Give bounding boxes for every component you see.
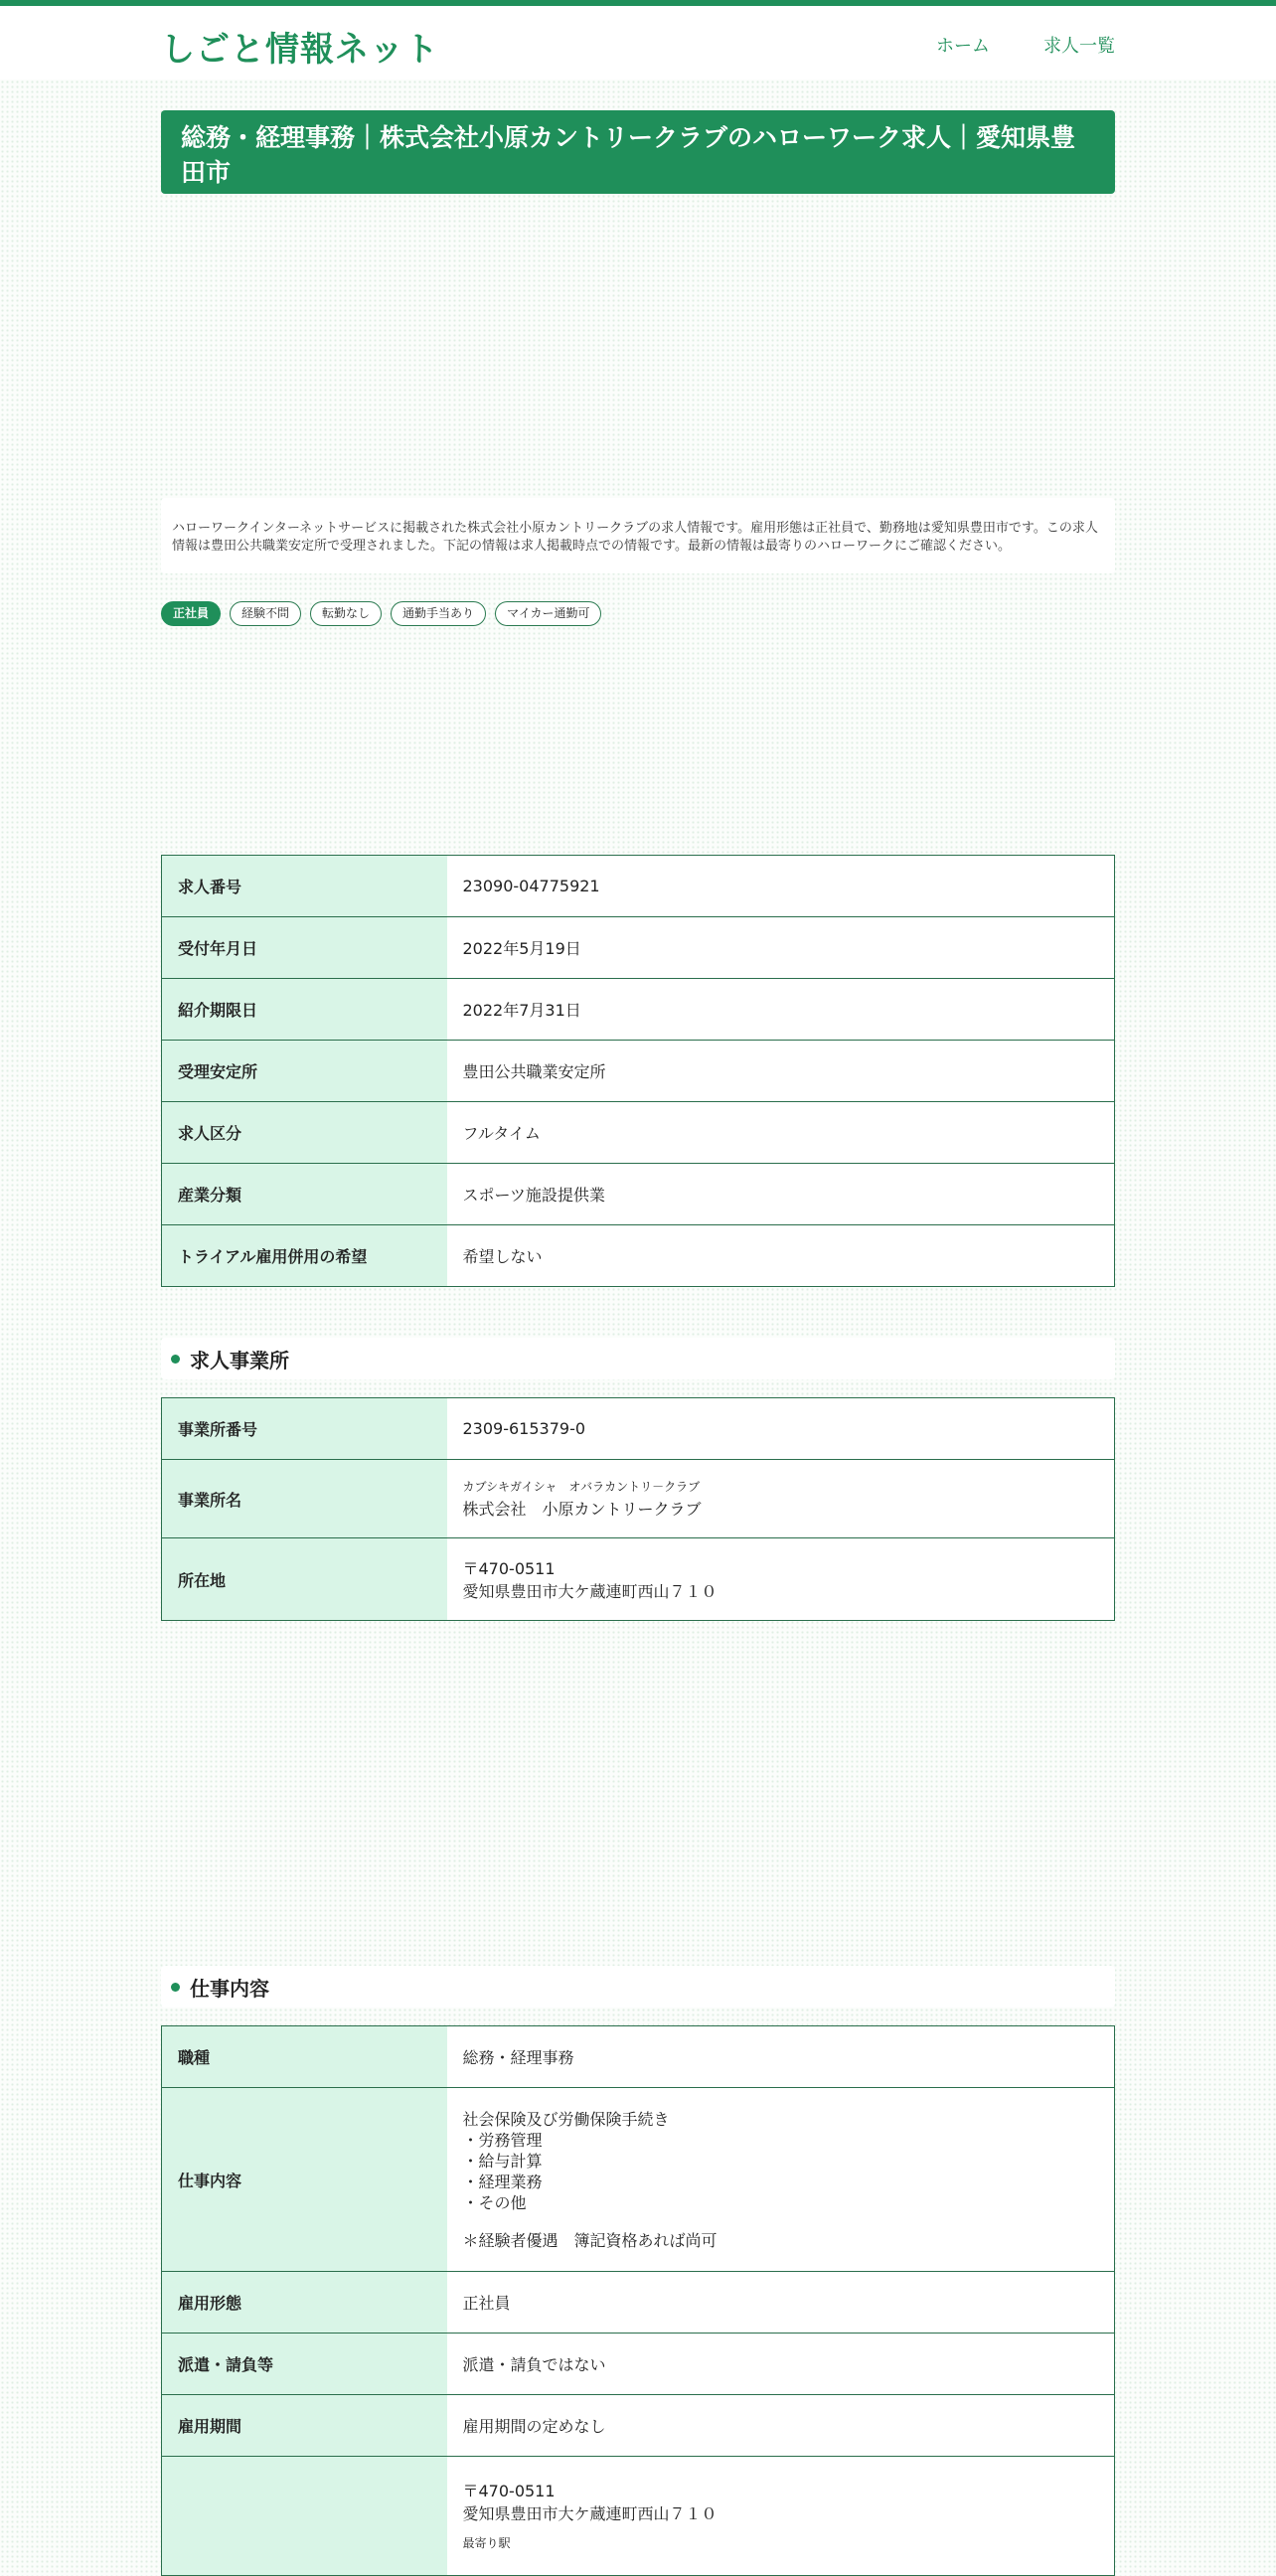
employer-section-heading [161,1338,1115,1379]
row-label: 求人番号 [162,856,447,917]
content-note: ＊経験者優遇 簿記資格あれば尚可 [462,2230,718,2250]
tag-list [161,601,1115,626]
workplace-cell [447,2457,1115,2576]
table-row [162,2395,1115,2457]
row-label: 紹介期限日 [162,979,447,1041]
job-description-summary: ハローワークインターネットサービスに掲載された株式会社小原カントリークラブの求人情報です。雇用形態は正社員で、勤務地は愛知県豊田市です。この求人情報は豊田公共職業安定所で受理されました。下記の情報は求人掲載時点での情報です。最新の情報は最寄りのハローワークにご確認ください。 [161,498,1115,573]
employer-section [161,1397,1115,1621]
row-label: 派遣・請負等 [162,2334,447,2395]
table-row [162,1102,1115,1164]
row-value: フルタイム [447,1102,1115,1164]
bullet-dot-icon [171,1355,180,1364]
table-row [162,2088,1115,2272]
row-value: 2022年5月19日 [447,917,1115,979]
job-content-cell [447,2088,1115,2272]
row-label: 求人区分 [162,1102,447,1164]
nav-job-list-link[interactable]: 求人一覧 [1043,36,1115,57]
row-label: 受付年月日 [162,917,447,979]
address-cell [447,1538,1115,1621]
office-number: 2309-615379-0 [447,1398,1115,1460]
table-row [162,917,1115,979]
basic-info-section [161,855,1115,1287]
dispatch: 派遣・請負ではない [447,2334,1115,2395]
bullet-dot-icon [171,1983,180,1992]
table-row [162,2026,1115,2088]
content-line: 社会保険及び労働保険手続き [462,2109,670,2129]
job-section [161,2025,1115,2576]
site-logo[interactable]: しごと情報ネット [161,30,439,70]
occupation: 総務・経理事務 [447,2026,1115,2088]
row-label: 仕事内容 [162,2088,447,2272]
table-row [162,2334,1115,2395]
job-section-heading [161,1966,1115,2008]
tag-experience: 経験不問 [230,601,301,626]
table-row [162,2272,1115,2334]
content-line: ・給与計算 [462,2151,543,2171]
site-header [0,6,1276,80]
section-heading-text: 求人事業所 [190,1348,289,1372]
nearest-station-label: 最寄り駅 [462,2536,511,2550]
employer-table [161,1397,1115,1621]
employment-period: 雇用期間の定めなし [447,2395,1115,2457]
office-name: 株式会社 小原カントリークラブ [462,1500,702,1519]
table-row [162,1538,1115,1621]
table-row [162,2457,1115,2576]
workplace-address: 愛知県豊田市大ケ蔵連町西山７１０ [462,2504,718,2523]
content-line: ・その他 [462,2192,527,2212]
row-value: 希望しない [462,1247,543,1266]
section-heading-text: 仕事内容 [190,1976,269,2001]
row-value: スポーツ施設提供業 [447,1164,1115,1225]
row-label [162,2457,447,2576]
row-label: 雇用期間 [162,2395,447,2457]
table-row [162,1164,1115,1225]
nav-home-link[interactable]: ホーム [936,36,990,57]
row-value: 豊田公共職業安定所 [447,1041,1115,1102]
page-title: 総務・経理事務｜株式会社小原カントリークラブのハローワーク求人｜愛知県豊田市 [161,110,1115,194]
basic-info-table [161,855,1115,1287]
employment-type: 正社員 [447,2272,1115,2334]
address: 愛知県豊田市大ケ蔵連町西山７１０ [462,1582,718,1601]
content-line: ・経理業務 [462,2172,543,2191]
row-label: 産業分類 [162,1164,447,1225]
main-nav [936,32,1115,58]
office-name-kana: カブシキガイシャ オバラカントリ－クラブ [462,1480,701,1494]
row-label: 事業所番号 [162,1398,447,1460]
row-value: 2022年7月31日 [447,979,1115,1041]
table-row [162,1041,1115,1102]
table-row [162,1225,1115,1287]
table-row [162,856,1115,917]
tag-commute-allowance: 通勤手当あり [391,601,486,626]
row-label: 所在地 [162,1538,447,1621]
row-label: 雇用形態 [162,2272,447,2334]
table-row [162,1398,1115,1460]
row-label: 事業所名 [162,1460,447,1538]
tag-employment-type: 正社員 [161,601,221,626]
job-table [161,2025,1115,2576]
postal-code: 〒470-0511 [462,1559,556,1578]
table-row [162,1460,1115,1538]
tag-car-commute: マイカー通勤可 [495,601,601,626]
content-line: ・労務管理 [462,2130,543,2150]
table-row [162,979,1115,1041]
row-label: トライアル雇用併用の希望 [162,1225,447,1287]
tag-no-transfer: 転勤なし [310,601,382,626]
row-label: 受理安定所 [162,1041,447,1102]
workplace-postal-code: 〒470-0511 [462,2482,556,2500]
office-name-cell [447,1460,1115,1538]
row-value: 23090-04775921 [447,856,1115,917]
row-label: 職種 [162,2026,447,2088]
